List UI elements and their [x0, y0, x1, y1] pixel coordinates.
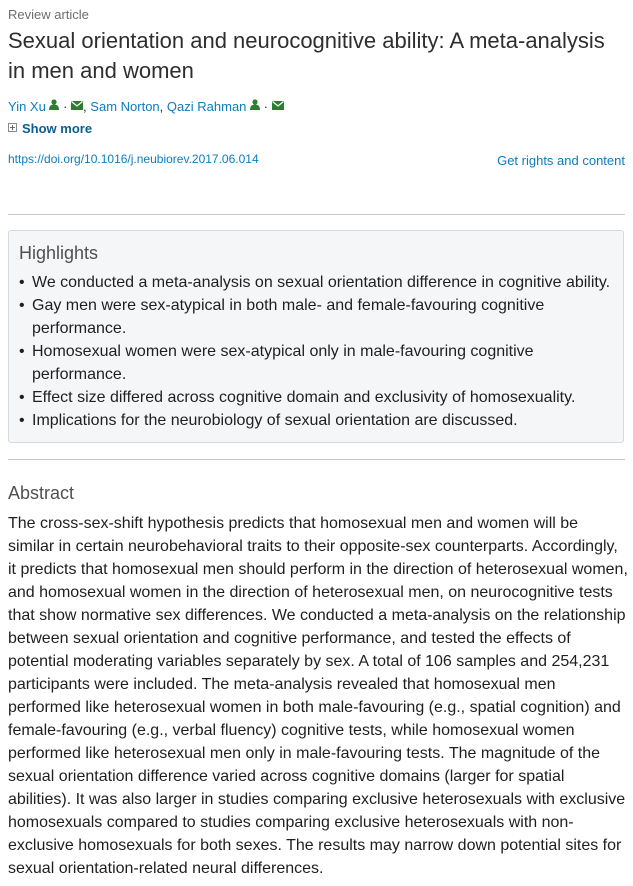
divider [8, 459, 625, 460]
author-link-sam-norton[interactable]: Sam Norton [90, 99, 160, 114]
divider [8, 214, 625, 215]
show-more-button[interactable] [8, 121, 92, 136]
article-title: Sexual orientation and neurocognitive ability: A meta-analysis in men and women [8, 28, 605, 83]
plus-box-icon [8, 123, 17, 132]
icon-separator: · [63, 99, 68, 114]
doi-link[interactable]: https://doi.org/10.1016/j.neubiorev.2017.06.014 [8, 152, 259, 166]
highlight-item: • Gay men were sex-atypical in both male- and female-favouring cognitive performance. [19, 294, 615, 340]
highlight-item: • We conducted a meta-analysis on sexual orientation difference in cognitive ability. [19, 271, 615, 294]
show-more-label: Show more [22, 121, 93, 136]
highlights-heading: Highlights [19, 243, 99, 263]
author-link-yin-xu[interactable]: Yin Xu [8, 99, 46, 114]
envelope-icon[interactable] [272, 101, 284, 110]
author-separator: , [159, 99, 164, 114]
author-separator: , [83, 99, 87, 114]
person-icon[interactable] [49, 99, 59, 110]
envelope-icon[interactable] [71, 101, 83, 110]
get-rights-link[interactable]: Get rights and content [497, 153, 625, 168]
abstract-text: The cross-sex-shift hypothesis predicts that homosexual men and women will be similar in certain neurobehavioral traits to their opposite-sex counterparts. Accordingly, it predicts that homosexual men should perform in the direction of heterosexual women, and homosexual women in the direction of heterosexual men, on neurocognitive tests that show normative sex differences. We conducted a meta-analysis on the relationship between sexual orientation and cognitive performance, and tested the effects of potential moderating variables separately by sex. A total of 106 samples and 254,231 participants were included. The meta-analysis revealed that homosexual men performed like heterosexual women in both male-favouring (e.g., spatial cognition) and female-favouring (e.g., verbal fluency) cognitive tests, while homosexual women performed like heterosexual men only in male-favouring tests. The magnitude of the sexual orientation difference varied across cognitive domains (larger for spatial abilities). It was also larger in studies comparing exclusive heterosexuals with exclusive homosexuals compared to studies comparing exclusive heterosexuals with non-exclusive homosexuals for both sexes. The results may narrow down potential sites for sexual orientation-related neural differences. [8, 515, 628, 877]
abstract-heading: Abstract [8, 483, 75, 503]
highlight-item: • Effect size differed across cognitive domain and exclusivity of homosexuality. [19, 386, 615, 409]
highlight-item: • Implications for the neurobiology of sexual orientation are discussed. [19, 409, 615, 432]
person-icon[interactable] [250, 99, 260, 110]
article-type-label: Review article [8, 7, 89, 22]
highlights-list [19, 271, 615, 432]
highlight-item: • Homosexual women were sex-atypical only in male-favouring cognitive performance. [19, 340, 615, 386]
icon-separator: · [263, 99, 268, 114]
highlights-box [8, 230, 624, 443]
author-link-qazi-rahman[interactable]: Qazi Rahman [166, 99, 247, 114]
author-list [8, 99, 284, 114]
